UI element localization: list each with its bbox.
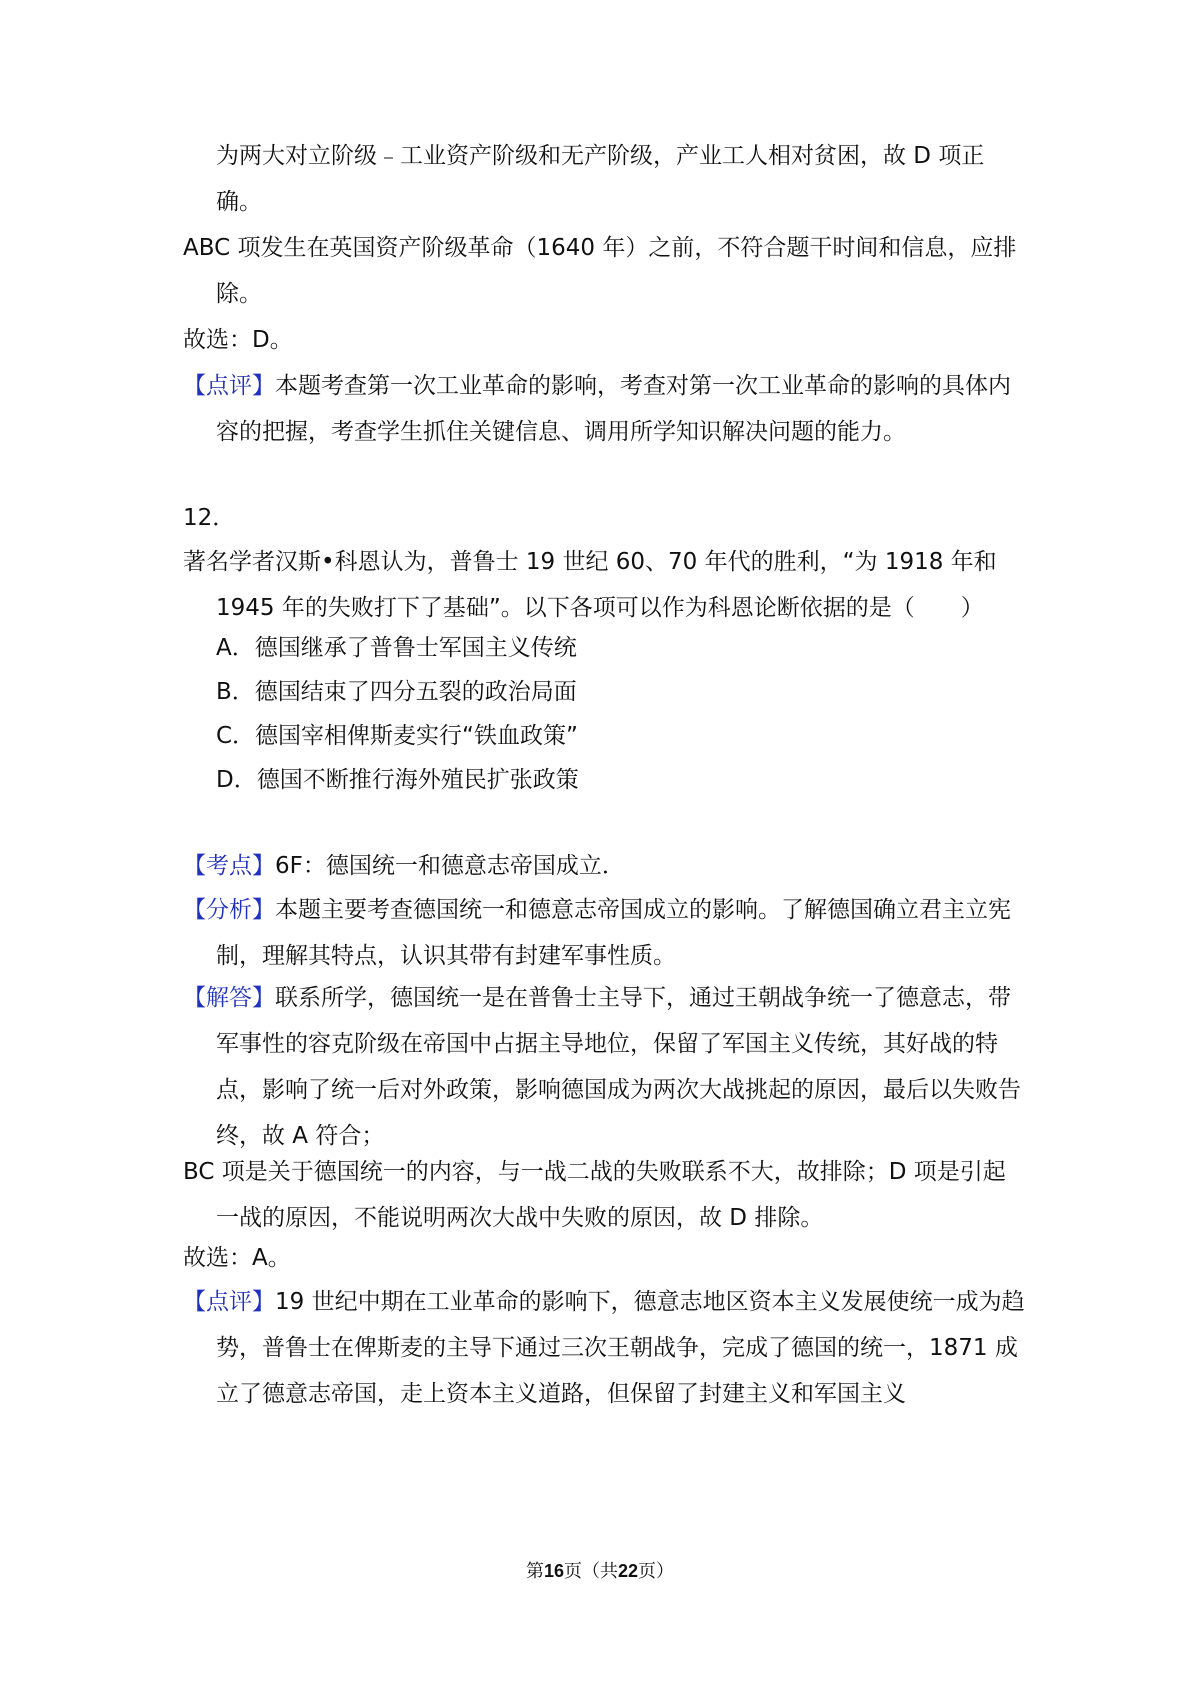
option-a: A．德国继承了普鲁士军国主义传统 [216, 635, 577, 661]
footer-prefix: 第 [525, 1561, 544, 1582]
jieda [183, 975, 1028, 1159]
footer-current-page: 16 [543, 1561, 564, 1581]
page-footer [0, 1556, 1200, 1587]
bc-note: BC 项是关于德国统一的内容，与一战二战的失败联系不大，故排除；D 项是引起一战的原因，不能说明两次大战中失败的原因，故 D 排除。 [183, 1159, 1006, 1231]
prev-choice: 故选：D。 [183, 327, 293, 353]
prev-abc-note: ABC 项发生在英国资产阶级革命（1640 年）之前，不符合题干时间和信息，应排除。 [183, 235, 1017, 307]
kaodian [183, 843, 1028, 889]
solution-comment-tag: 【点评】 [183, 1289, 275, 1315]
kaodian-tag: 【考点】 [183, 853, 275, 879]
fenxi-text: 本题主要考查德国统一和德意志帝国成立的影响。了解德国确立君主立宪制，理解其特点，认识其带有封建军事性质。 [216, 897, 1011, 969]
kaodian-text: 6F：德国统一和德意志帝国成立． [275, 853, 625, 879]
comment-tag: 【点评】 [183, 373, 275, 399]
footer-total-pages: 22 [618, 1561, 639, 1581]
footer-middle: 页（共 [564, 1561, 618, 1582]
solution-comment [183, 1279, 1028, 1417]
footer-suffix: 页） [638, 1561, 675, 1582]
option-b: B．德国结束了四分五裂的政治局面 [216, 679, 577, 705]
prev-answer-continued: 为两大对立阶级﹣工业资产阶级和无产阶级，产业工人相对贫困，故 D 项正确。 [216, 143, 985, 215]
option-d: D．德国不断推行海外殖民扩张政策 [216, 767, 579, 793]
prev-comment [183, 363, 1028, 455]
jieda-text: 联系所学，德国统一是在普鲁士主导下，通过王朝战争统一了德意志，带军事性的容克阶级在帝国中占据主导地位，保留了军国主义传统，其好战的特点，影响了统一后对外政策，影响德国成为两次大战挑起的原因，最后以失败告终，故 A 符合； [216, 985, 1021, 1149]
fenxi [183, 887, 1028, 979]
option-c: C．德国宰相俾斯麦实行“铁血政策” [216, 723, 578, 749]
question-stem: 著名学者汉斯•科恩认为，普鲁士 19 世纪 60、70 年代的胜利，“为 1918 年和 1945 年的失败打下了基础”。以下各项可以作为科恩论断依据的是（ ） [183, 549, 997, 621]
jieda-tag: 【解答】 [183, 985, 275, 1011]
solution-comment-text: 19 世纪中期在工业革命的影响下，德意志地区资本主义发展使统一成为趋势，普鲁士在俾斯麦的主导下通过三次王朝战争，完成了德国的统一，1871 成立了德意志帝国，走上资本主义道路，但保留了封建主义和军国主义 [216, 1289, 1025, 1407]
solution-choice: 故选：A。 [183, 1245, 291, 1271]
comment-text: 本题考查第一次工业革命的影响，考查对第一次工业革命的影响的具体内容的把握，考查学生抓住关键信息、调用所学知识解决问题的能力。 [216, 373, 1011, 445]
fenxi-tag: 【分析】 [183, 897, 275, 923]
question-number: 12． [183, 505, 236, 531]
